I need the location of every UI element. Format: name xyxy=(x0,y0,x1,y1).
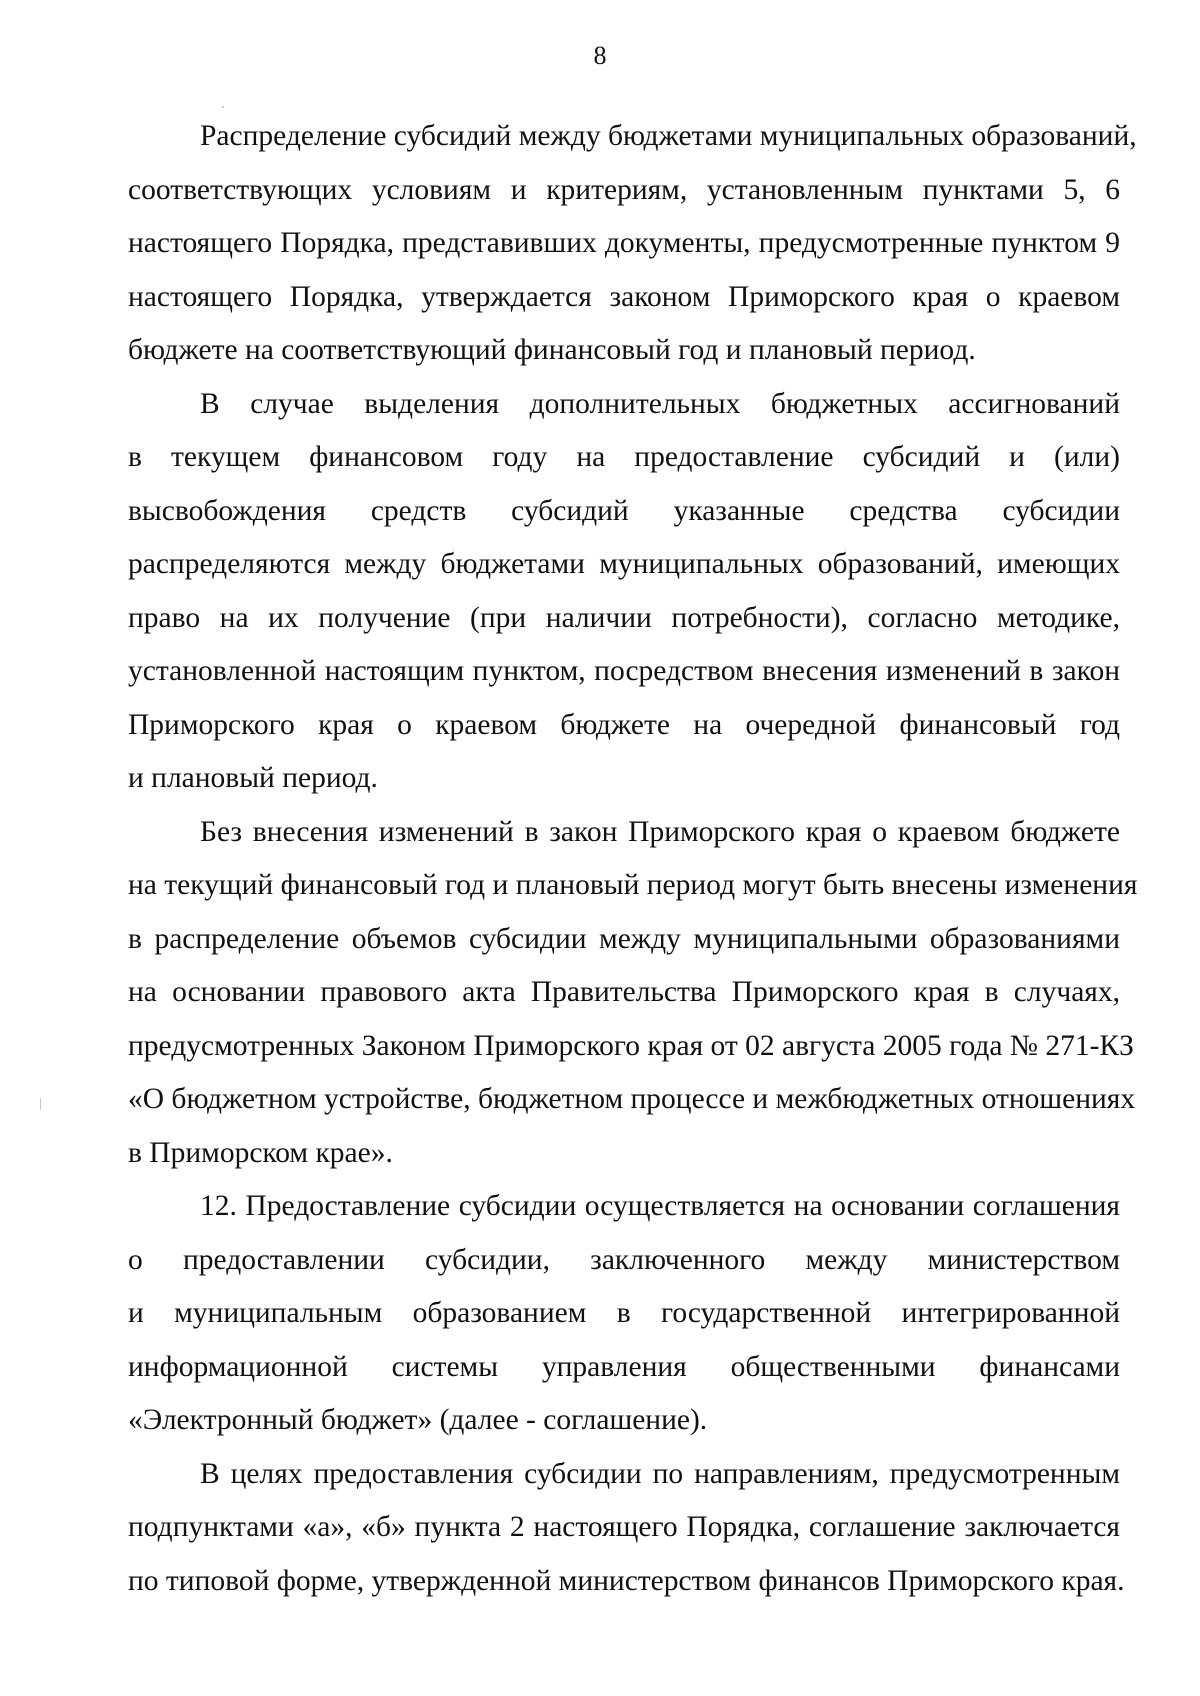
text-line: установленной настоящим пунктом, посредством внесения изменений в закон xyxy=(128,655,1120,687)
text-line: в распределение объемов субсидии между муниципальными образованиями xyxy=(128,922,1120,955)
paragraph-subsidy-distribution xyxy=(128,110,1137,378)
text-line: настоящего Порядка, утверждается законом Приморского края о краевом xyxy=(128,280,1120,313)
text-line: информационной системы управления общественными финансами xyxy=(128,1350,1120,1383)
text-line: «О бюджетном устройстве, бюджетном процессе и межбюджетных отношениях xyxy=(128,1083,1136,1115)
paragraph-item-12 xyxy=(128,1180,1120,1448)
text-line: и плановый период. xyxy=(128,762,378,794)
text-line: о предоставлении субсидии, заключенного между министерством xyxy=(128,1243,1120,1276)
text-line: «Электронный бюджет» (далее - соглашение). xyxy=(128,1404,708,1436)
text-line: распределяются между бюджетами муниципальных образований, имеющих xyxy=(128,548,1120,580)
text-line: бюджете на соответствующий финансовый год и плановый период. xyxy=(128,334,976,366)
text-line: подпунктами «а», «б» пункта 2 настоящего Порядка, соглашение заключается xyxy=(128,1511,1120,1543)
text-line: в Приморском крае». xyxy=(128,1136,393,1169)
text-line: В случае выделения дополнительных бюджетных ассигнований xyxy=(200,387,1120,420)
text-line: на основании правового акта Правительства Приморского края в случаях, xyxy=(128,976,1120,1008)
text-line: В целях предоставления субсидии по направлениям, предусмотренным xyxy=(200,1457,1120,1490)
text-line: 12. Предоставление субсидии осуществляется на основании соглашения xyxy=(200,1190,1120,1222)
text-line: право на их получение (при наличии потребности), согласно методике, xyxy=(128,601,1120,634)
scan-speck xyxy=(222,106,224,108)
scan-speck xyxy=(40,1098,41,1110)
text-line: Приморского края о краевом бюджете на очередной финансовый год xyxy=(128,708,1120,741)
paragraph-additional-allocations xyxy=(128,378,1120,806)
text-line: соответствующих условиям и критериям, установленным пунктами 5, 6 xyxy=(128,173,1120,206)
paragraph-without-law-changes xyxy=(128,806,1138,1181)
text-line: в текущем финансовом году на предоставление субсидий и (или) xyxy=(128,441,1120,473)
text-line: на текущий финансовый год и плановый период могут быть внесены изменения xyxy=(128,869,1138,901)
text-line: предусмотренных Законом Приморского края от 02 августа 2005 года № 271-КЗ xyxy=(128,1029,1134,1062)
text-line: по типовой форме, утвержденной министерством финансов Приморского края. xyxy=(128,1564,1125,1597)
document-body xyxy=(128,110,1138,1608)
paragraph-typical-form xyxy=(128,1448,1125,1609)
text-line: настоящего Порядка, представивших документы, предусмотренные пунктом 9 xyxy=(128,227,1120,259)
text-line: высвобождения средств субсидий указанные средства субсидии xyxy=(128,494,1120,527)
text-line: Без внесения изменений в закон Приморского края о краевом бюджете xyxy=(200,815,1120,848)
text-line: Распределение субсидий между бюджетами муниципальных образований, xyxy=(200,120,1137,152)
page-number: 8 xyxy=(593,41,607,70)
text-line: и муниципальным образованием в государственной интегрированной xyxy=(128,1297,1120,1329)
